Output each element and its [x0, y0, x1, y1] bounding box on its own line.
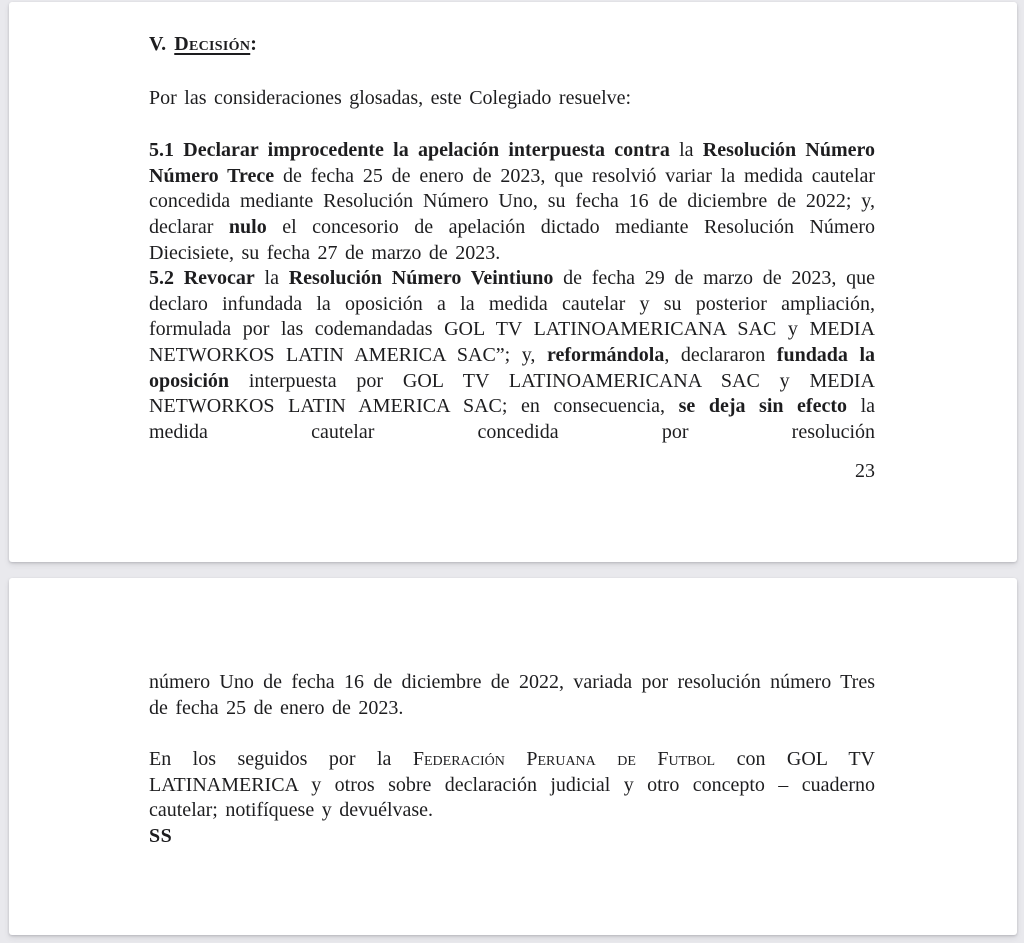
closing-paragraph: En los seguidos por la Federación Peruana de Futbol con GOL TV LATINAMERICA y otros sobre declaración judicial y otro concepto – cuaderno cautelar; notifíquese y devuélvase.	[149, 748, 875, 822]
paragraph-5-2: 5.2 Revocar la Resolución Número Veintiuno de fecha 29 de marzo de 2023, que declaro infundada la oposición a la medida cautelar y su posterior ampliación, formulada por las codemandadas GOL TV LATINOAMERICANA SAC y MEDIA NETWORKOS LATIN AMERICA SAC”; y, reformándola, declararon fundada la oposición interpuesta por GOL TV LATINOAMERICANA SAC y MEDIA NETWORKOS LATIN AMERICA SAC; en consecuencia, se deja sin efecto la medida cautelar concedida por resolución	[149, 267, 876, 443]
paragraph-5-1: 5.1 Declarar improcedente la apelación interpuesta contra la Resolución Número Número Trece de fecha 25 de enero de 2023, que resolvió variar la medida cautelar concedida mediante Resolución Número Uno, su fecha 16 de diciembre de 2022; y, declarar nulo el concesorio de apelación dictado mediante Resolución Número Diecisiete, su fecha 27 de marzo de 2023.	[149, 139, 875, 264]
page-2-text-block	[9, 670, 1017, 850]
signature-initials: SS	[149, 824, 173, 847]
page-number: 23	[855, 460, 875, 483]
section-title: Decisión	[174, 33, 251, 55]
section-number: V.	[149, 33, 175, 55]
document-page-2	[9, 578, 1017, 935]
intro-paragraph: Por las consideraciones glosadas, este Colegiado resuelve:	[149, 86, 632, 109]
page-1-text-block	[9, 32, 1017, 485]
section-colon: :	[250, 33, 258, 55]
continuation-paragraph: número Uno de fecha 16 de diciembre de 2022, variada por resolución número Tres de fecha 25 de enero de 2023.	[149, 671, 875, 719]
document-page-1	[9, 2, 1017, 562]
section-heading	[149, 32, 875, 58]
